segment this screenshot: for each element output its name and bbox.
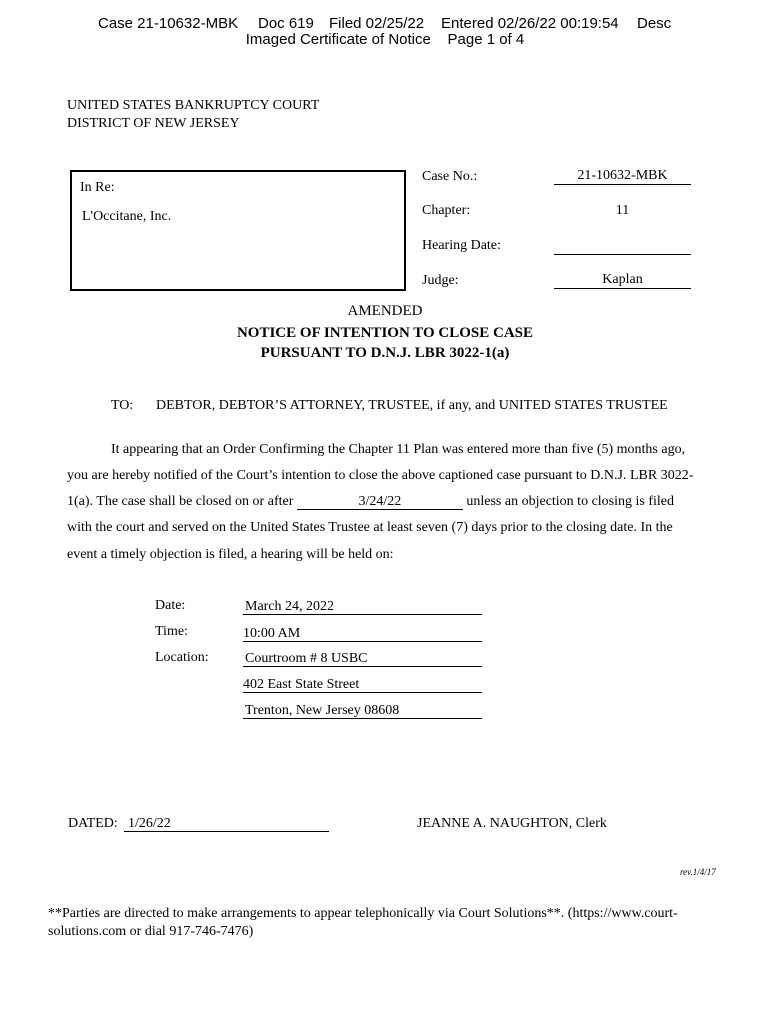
body-line-5: event a timely objection is filed, a hearing will be held on: (67, 547, 394, 562)
clerk-name: JEANNE A. NAUGHTON, Clerk (417, 816, 607, 831)
revision-note: rev.1/4/17 (680, 867, 716, 877)
chapter-label: Chapter: (422, 203, 471, 218)
debtor-name: L'Occitane, Inc. (82, 209, 172, 224)
body-line-3-after: unless an objection to closing is filed (466, 494, 675, 509)
hearing-date-field-value: March 24, 2022 (243, 598, 482, 615)
hearing-time-label: Time: (155, 624, 188, 639)
dated-label: DATED: (68, 816, 118, 831)
header-filed-date: Filed 02/25/22 (329, 15, 425, 32)
notice-subtitle: PURSUANT TO D.N.J. LBR 3022-1(a) (260, 345, 510, 361)
notice-title: NOTICE OF INTENTION TO CLOSE CASE (236, 325, 534, 341)
body-line-1: It appearing that an Order Confirming the Chapter 11 Plan was entered more than five (5) months ago, (111, 442, 686, 457)
to-label: TO: (111, 398, 134, 413)
chapter-value: 11 (615, 203, 630, 218)
footer-line-2: solutions.com or dial 917-746-7476) (48, 924, 254, 939)
in-re-label: In Re: (80, 180, 115, 195)
hearing-location-line-1: Courtroom # 8 USBC (243, 650, 482, 667)
hearing-date-value (554, 237, 691, 255)
body-line-3-before: 1(a). The case shall be closed on or after (67, 494, 294, 509)
case-number-value: 21-10632-MBK (554, 167, 691, 185)
header-case-number: Case 21-10632-MBK (98, 15, 239, 32)
court-name: UNITED STATES BANKRUPTCY COURT (67, 98, 320, 113)
hearing-time-value: 10:00 AM (243, 625, 482, 642)
hearing-location-label: Location: (155, 650, 209, 665)
court-district: DISTRICT OF NEW JERSEY (67, 116, 240, 131)
closing-date-value: 3/24/22 (297, 494, 463, 510)
body-line-4: with the court and served on the United States Trustee at least seven (7) days prior to the closing date. In the (67, 520, 673, 535)
hearing-location-line-3: Trenton, New Jersey 08608 (243, 702, 482, 719)
hearing-location-line-2: 402 East State Street (243, 676, 482, 693)
hearing-date-field-label: Date: (155, 598, 186, 613)
amended-heading: AMENDED (347, 303, 423, 319)
header-entered-date: Entered 02/26/22 00:19:54 (441, 15, 619, 32)
header-desc: Desc (637, 15, 672, 32)
case-number-label: Case No.: (422, 169, 478, 184)
body-line-3 (67, 494, 674, 510)
judge-value: Kaplan (554, 271, 691, 289)
dated-value: 1/26/22 (124, 815, 329, 832)
header-certificate-page: Imaged Certificate of Notice Page 1 of 4 (245, 31, 525, 48)
header-doc-number: Doc 619 (258, 15, 314, 32)
hearing-date-label: Hearing Date: (422, 238, 501, 253)
body-line-2: you are hereby notified of the Court’s intention to close the above captioned case pursuant to D.N.J. LBR 3022- (67, 468, 694, 483)
judge-label: Judge: (422, 273, 459, 288)
case-caption-box (70, 170, 406, 291)
footer-line-1: **Parties are directed to make arrangements to appear telephonically via Court Solutions**. (https://www.court- (48, 906, 678, 921)
to-recipients: DEBTOR, DEBTOR’S ATTORNEY, TRUSTEE, if any, and UNITED STATES TRUSTEE (156, 398, 668, 413)
